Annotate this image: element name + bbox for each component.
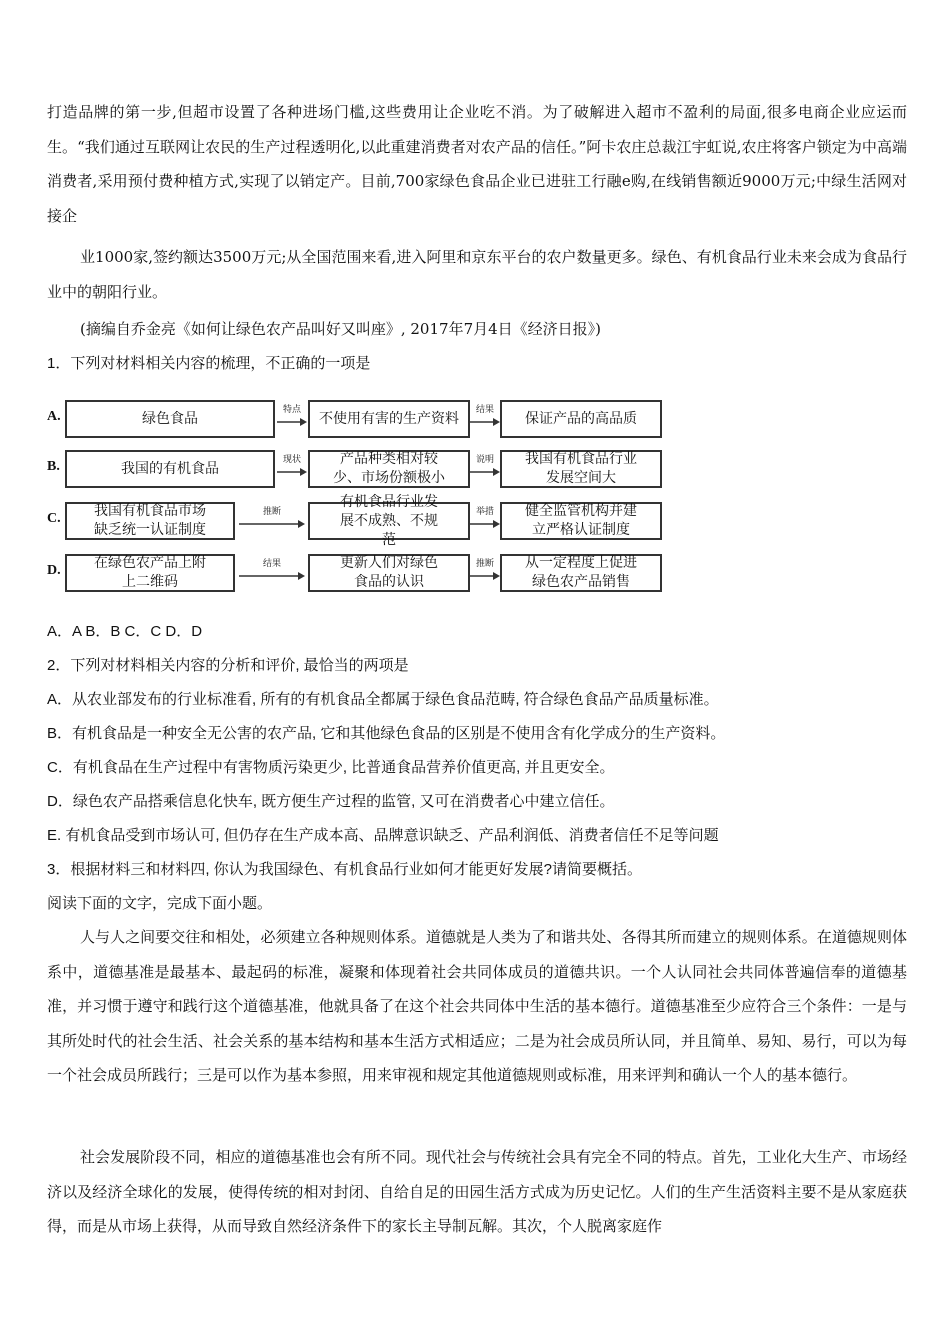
right-arrow-icon [469,519,501,529]
flowchart-diagram [45,390,637,604]
passage-paragraph-2: 业1000家,签约额达3500万元;从全国范围来看,进入阿里和京东平台的农户数量更多。绿色、有机食品行业未来会成为食品行业中的朝阳行业。 [47,248,907,301]
flow-box: 更新人们对绿色食品的认识 [308,554,470,592]
flowchart-row-b [45,448,637,490]
flow-box: 健全监管机构并建立严格认证制度 [500,502,662,540]
reading-paragraph-1: 人与人之间要交往和相处，必须建立各种规则体系。道德就是人类为了和谐共处、各得其所而建立的规则体系。在道德规则体系中，道德基准是最基本、最起码的标准，凝聚和体现着社会共同体成员的道德共识。一个人认同社会共同体普遍信奉的道德基准，并习惯于遵守和践行这个道德基准，他就具备了在这个社会共同体中生活的基本德行。道德基准至少应符合三个条件：一是与其所处时代的社会生活、社会关系的基本结构和基本生活方式相适应；二是为社会成员所认同，并且简单、易知、易行，可以为每一个社会成员所践行；三是可以作为基本参照，用来审视和规定其他道德规则或标准，用来评判和确认一个人的基本德行。 [47,928,907,1084]
question-1-options: A．A B．B C．C D．D [47,623,203,640]
question-2-option-b: B．有机食品是一种安全无公害的农产品, 它和其他绿色食品的区别是不使用含有化学成分的生产资料。 [47,725,726,742]
row-label: C. [47,511,61,526]
passage-paragraph-1: 打造品牌的第一步,但超市设置了各种进场门槛,这些费用让企业吃不消。为了破解进入超市不盈利的局面,很多电商企业应运而生。“我们通过互联网让农民的生产过程透明化,以此重建消费者对农产品的信任。”阿卡农庄总裁江宇虹说,农庄将客户锁定为中高端消费者,采用预付费种植方式,实现了以销定产。目前,700家绿色食品企业已进驻工行融e购,在线销售额近9000万元;中绿生活网对接企 [47,103,907,225]
right-arrow-icon [276,417,308,427]
flow-box: 我国的有机食品 [65,450,275,488]
flowchart-row-d [45,552,637,594]
question-2-option-e: E. 有机食品受到市场认可, 但仍存在生产成本高、品牌意识缺乏、产品利润低、消费者信任不足等问题 [47,827,719,844]
arrow-label: 结果 [475,405,494,415]
arrow-connector [469,500,501,542]
arrow-label: 特点 [282,405,301,415]
source-citation: (摘编自乔金亮《如何让绿色农产品叫好又叫座》, 2017年7月4日《经济日报》) [80,320,602,338]
right-arrow-icon [469,467,501,477]
arrow-connector [469,398,501,440]
flow-box: 在绿色农产品上附上二维码 [65,554,235,592]
flow-box: 不使用有害的生产资料 [308,400,470,438]
arrow-label: 说明 [475,455,494,465]
arrow-connector [469,448,501,490]
arrow-label: 结果 [262,559,281,569]
arrow-connector [238,500,306,542]
question-3-stem: 3．根据材料三和材料四, 你认为我国绿色、有机食品行业如何才能更好发展?请简要概括。 [47,861,643,878]
flow-box: 我国有机食品市场缺乏统一认证制度 [65,502,235,540]
reading-paragraph-2: 社会发展阶段不同，相应的道德基准也会有所不同。现代社会与传统社会具有完全不同的特点。首先，工业化大生产、市场经济以及经济全球化的发展，使得传统的相对封闭、自给自足的田园生活方式成为历史记忆。人们的生产生活资料主要不是从家庭获得，而是从市场上获得，从而导致自然经济条件下的家长主导制瓦解。其次，个人脱离家庭作 [47,1148,907,1235]
arrow-connector [276,398,308,440]
arrow-connector [238,552,306,594]
flow-box: 绿色食品 [65,400,275,438]
arrow-label: 举措 [475,507,494,517]
question-2-option-d: D．绿色农产品搭乘信息化快车, 既方便生产过程的监管, 又可在消费者心中建立信任。 [47,793,615,810]
right-arrow-icon [238,519,306,529]
flowchart-row-a [45,398,637,440]
question-2-option-c: C．有机食品在生产过程中有害物质污染更少, 比普通食品营养价值更高, 并且更安全。 [47,759,615,776]
reading-instruction: 阅读下面的文字，完成下面小题。 [47,895,273,912]
flow-box: 从一定程度上促进绿色农产品销售 [500,554,662,592]
arrow-label: 推断 [475,559,494,569]
arrow-connector [276,448,308,490]
right-arrow-icon [469,417,501,427]
question-2-option-a: A．从农业部发布的行业标准看, 所有的有机食品全都属于绿色食品范畴, 符合绿色食品产品质量标准。 [47,691,719,708]
flow-box: 保证产品的高品质 [500,400,662,438]
right-arrow-icon [238,571,306,581]
arrow-connector [469,552,501,594]
flow-box: 我国有机食品行业发展空间大 [500,450,662,488]
right-arrow-icon [276,467,308,477]
row-label: A. [47,409,61,424]
flow-box: 产品种类相对较少、市场份额极小 [308,450,470,488]
flow-box: 有机食品行业发展不成熟、不规范 [308,502,470,540]
right-arrow-icon [469,571,501,581]
question-1-stem: 1．下列对材料相关内容的梳理，不正确的一项是 [47,355,371,372]
row-label: B. [47,459,60,474]
question-2-stem: 2．下列对材料相关内容的分析和评价, 最恰当的两项是 [47,657,409,674]
arrow-label: 推断 [262,507,281,517]
arrow-label: 现状 [282,455,301,465]
row-label: D. [47,563,61,578]
flowchart-row-c [45,493,637,548]
